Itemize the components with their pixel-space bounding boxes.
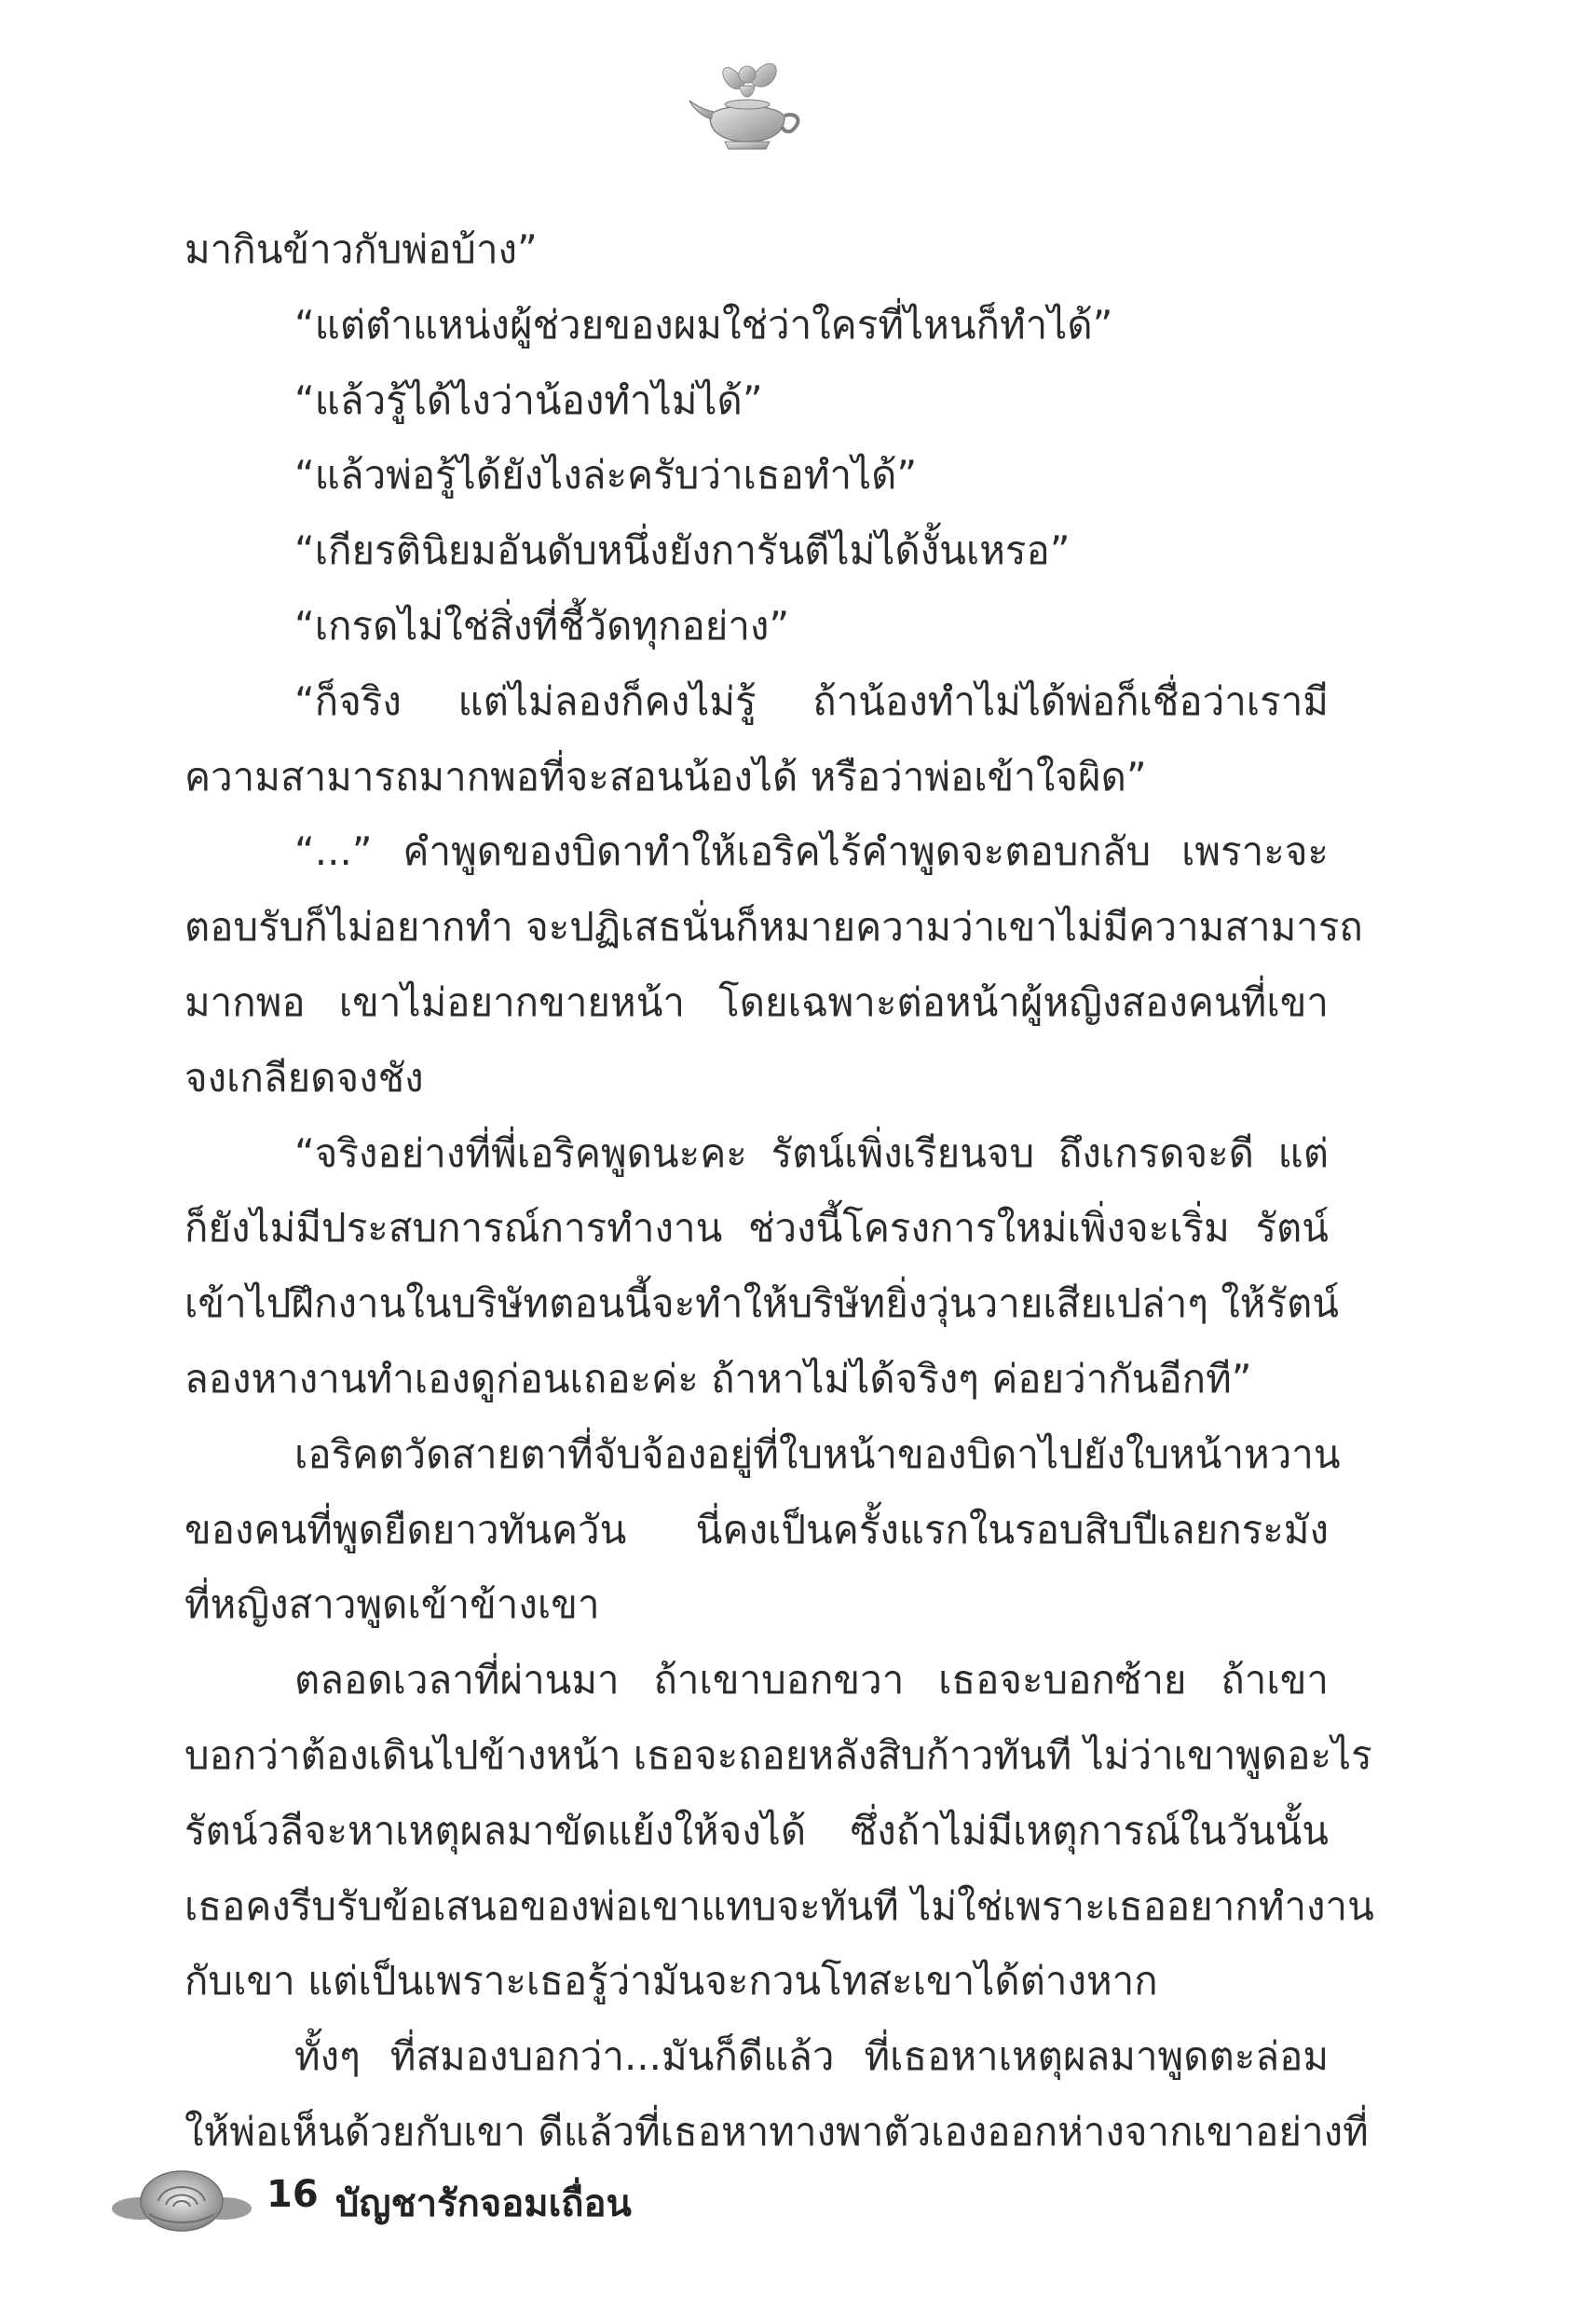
- text-line: “ก็จริง แต่ไม่ลองก็คงไม่รู้ ถ้าน้องทำไม่ได้พ่อก็เชื่อว่าเรามี: [294, 677, 1329, 724]
- text-line: ให้พ่อเห็นด้วยกับเขา ดีแล้วที่เธอหาทางพาตัวเองออกห่างจากเขาอย่างที่: [184, 2108, 1369, 2154]
- text-line: “...” คำพูดของบิดาทำให้เอริคไร้คำพูดจะตอบกลับ เพราะจะ: [294, 828, 1329, 875]
- text-line: ทั้งๆ ที่สมองบอกว่า...มันก็ดีแล้ว ที่เธอหาเหตุผลมาพูดตะล่อม: [294, 2033, 1329, 2080]
- cupid-teapot-ornament-icon: [688, 45, 809, 157]
- page-number: 16: [266, 2173, 319, 2216]
- text-line: ที่หญิงสาวพูดเข้าข้างเขา: [184, 1581, 600, 1628]
- text-line: กับเขา แต่เป็นเพราะเธอรู้ว่ามันจะกวนโทสะเขาได้ต่างหาก: [184, 1958, 1158, 2004]
- body-text: [184, 212, 1374, 2170]
- text-line: ลองหางานทำเองดูก่อนเถอะค่ะ ถ้าหาไม่ได้จริงๆ ค่อยว่ากันอีกที”: [184, 1355, 1252, 1402]
- book-title: บัญชารักจอมเถื่อน: [335, 2182, 632, 2225]
- text-line: รัตน์วลีจะหาเหตุผลมาขัดแย้งให้จงได้ ซึ่งถ้าไม่มีเหตุการณ์ในวันนั้น: [184, 1807, 1329, 1853]
- rose-ornament-icon: [112, 2160, 252, 2236]
- text-line: ความสามารถมากพอที่จะสอนน้องได้ หรือว่าพ่อเข้าใจผิด”: [184, 753, 1147, 800]
- text-line: “เกรดไม่ใช่สิ่งที่ชี้วัดทุกอย่าง”: [294, 602, 790, 649]
- text-line: ตลอดเวลาที่ผ่านมา ถ้าเขาบอกขวา เธอจะบอกซ้าย ถ้าเขา: [294, 1657, 1329, 1703]
- text-line: จงเกลียดจงชัง: [184, 1054, 424, 1101]
- text-line: “แต่ตำแหน่งผู้ช่วยของผมใช่ว่าใครที่ไหนก็ทำได้”: [294, 301, 1113, 348]
- text-line: “เกียรตินิยมอันดับหนึ่งยังการันตีไม่ได้งั้นเหรอ”: [294, 527, 1071, 574]
- text-line: “จริงอย่างที่พี่เอริคพูดนะคะ รัตน์เพิ่งเรียนจบ ถึงเกรดจะดี แต่: [294, 1129, 1329, 1176]
- text-line: มากพอ เขาไม่อยากขายหน้า โดยเฉพาะต่อหน้าผู้หญิงสองคนที่เขา: [184, 978, 1329, 1025]
- text-line: มากินข้าวกับพ่อบ้าง”: [184, 226, 538, 272]
- text-line: “แล้วรู้ได้ไงว่าน้องทำไม่ได้”: [294, 376, 763, 423]
- text-line: ของคนที่พูดยืดยาวทันควัน นี่คงเป็นครั้งแรกในรอบสิบปีเลยกระมัง: [184, 1506, 1329, 1552]
- text-line: เอริคตวัดสายตาที่จับจ้องอยู่ที่ใบหน้าของบิดาไปยังใบหน้าหวาน: [294, 1430, 1341, 1477]
- text-line: ก็ยังไม่มีประสบการณ์การทำงาน ช่วงนี้โครงการใหม่เพิ่งจะเริ่ม รัตน์: [184, 1205, 1329, 1251]
- page-footer: [112, 2160, 764, 2236]
- text-line: เธอคงรีบรับข้อเสนอของพ่อเขาแทบจะทันที ไม่ใช่เพราะเธออยากทำงาน: [184, 1882, 1374, 1929]
- text-line: ตอบรับก็ไม่อยากทำ จะปฏิเสธนั่นก็หมายความว่าเขาไม่มีความสามารถ: [184, 904, 1363, 950]
- text-line: เข้าไปฝึกงานในบริษัทตอนนี้จะทำให้บริษัทยิ่งวุ่นวายเสียเปล่าๆ ให้รัตน์: [184, 1280, 1339, 1327]
- text-line: “แล้วพ่อรู้ได้ยังไงล่ะครับว่าเธอทำได้”: [294, 452, 918, 499]
- text-line: บอกว่าต้องเดินไปข้างหน้า เธอจะถอยหลังสิบก้าวทันที ไม่ว่าเขาพูดอะไร: [184, 1731, 1372, 1778]
